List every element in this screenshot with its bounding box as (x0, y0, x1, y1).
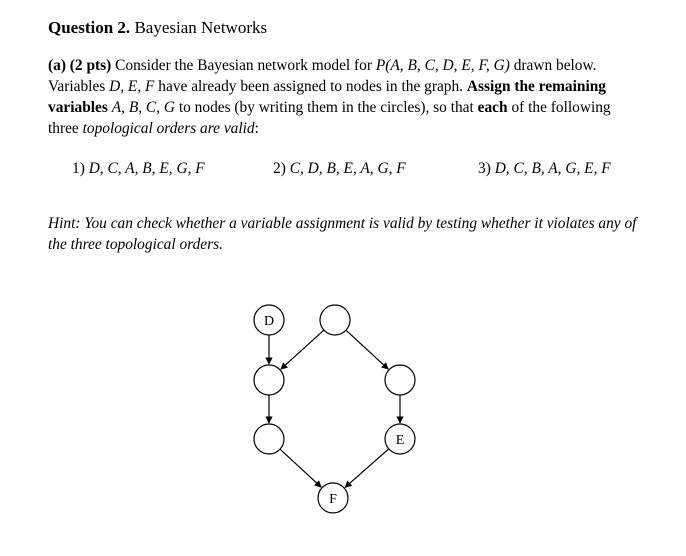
edge-n2-n5 (346, 330, 388, 369)
part-a-text-4: to nodes (by writing them in the circles), so that (178, 99, 474, 116)
graph-node-empty-5 (385, 365, 415, 395)
part-a-text-5: of the following three (48, 99, 611, 137)
question-number: Question 2. (48, 18, 131, 37)
order-2-sequence: C, D, B, E, A, G, F (289, 160, 406, 177)
graph-node-e (385, 424, 415, 454)
hint-text: Hint: You can check whether a variable assignment is valid by testing whether it violates any of the three topological orders. (48, 215, 637, 253)
italic-phrase: topological orders are valid (82, 120, 255, 137)
node-label: E (395, 433, 405, 448)
part-a-label: (a) (2 pts) (48, 57, 112, 74)
edge-n4-n7 (280, 449, 321, 487)
bold-each: each (477, 99, 508, 116)
order-3-number: 3) (478, 160, 491, 177)
part-a-text-6: : (254, 120, 259, 137)
edge-n2-n3 (281, 330, 324, 369)
order-2-number: 2) (273, 160, 286, 177)
order-1-sequence: D, C, A, B, E, G, F (88, 160, 205, 177)
node-circle (385, 365, 415, 395)
bold-instruction: Assign the remaining variables (48, 78, 606, 116)
node-circle (320, 305, 350, 335)
question-topic: Bayesian Networks (134, 18, 268, 37)
part-a-text-2: drawn below. Variables (48, 57, 597, 95)
order-3-sequence: D, C, B, A, G, E, F (494, 160, 611, 177)
graph-node-empty-4 (254, 424, 284, 454)
graph-node-d (254, 305, 284, 335)
remaining-variables: A, B, C, G (111, 99, 175, 116)
graph-node-f (318, 483, 348, 513)
edge-n6-n7 (345, 449, 389, 488)
node-label: F (329, 492, 337, 507)
node-label: D (263, 314, 275, 329)
node-circle (254, 424, 284, 454)
part-a-text-1: Consider the Bayesian network model for (115, 57, 373, 74)
model-expression: P(A, B, C, D, E, F, G) (375, 57, 510, 74)
graph-node-empty-2 (320, 305, 350, 335)
order-1-number: 1) (72, 160, 85, 177)
node-circle (254, 365, 284, 395)
part-a-text-3: have already been assigned to nodes in the graph. (158, 78, 464, 95)
graph-node-empty-3 (254, 365, 284, 395)
assigned-variables: D, E, F (109, 78, 155, 95)
